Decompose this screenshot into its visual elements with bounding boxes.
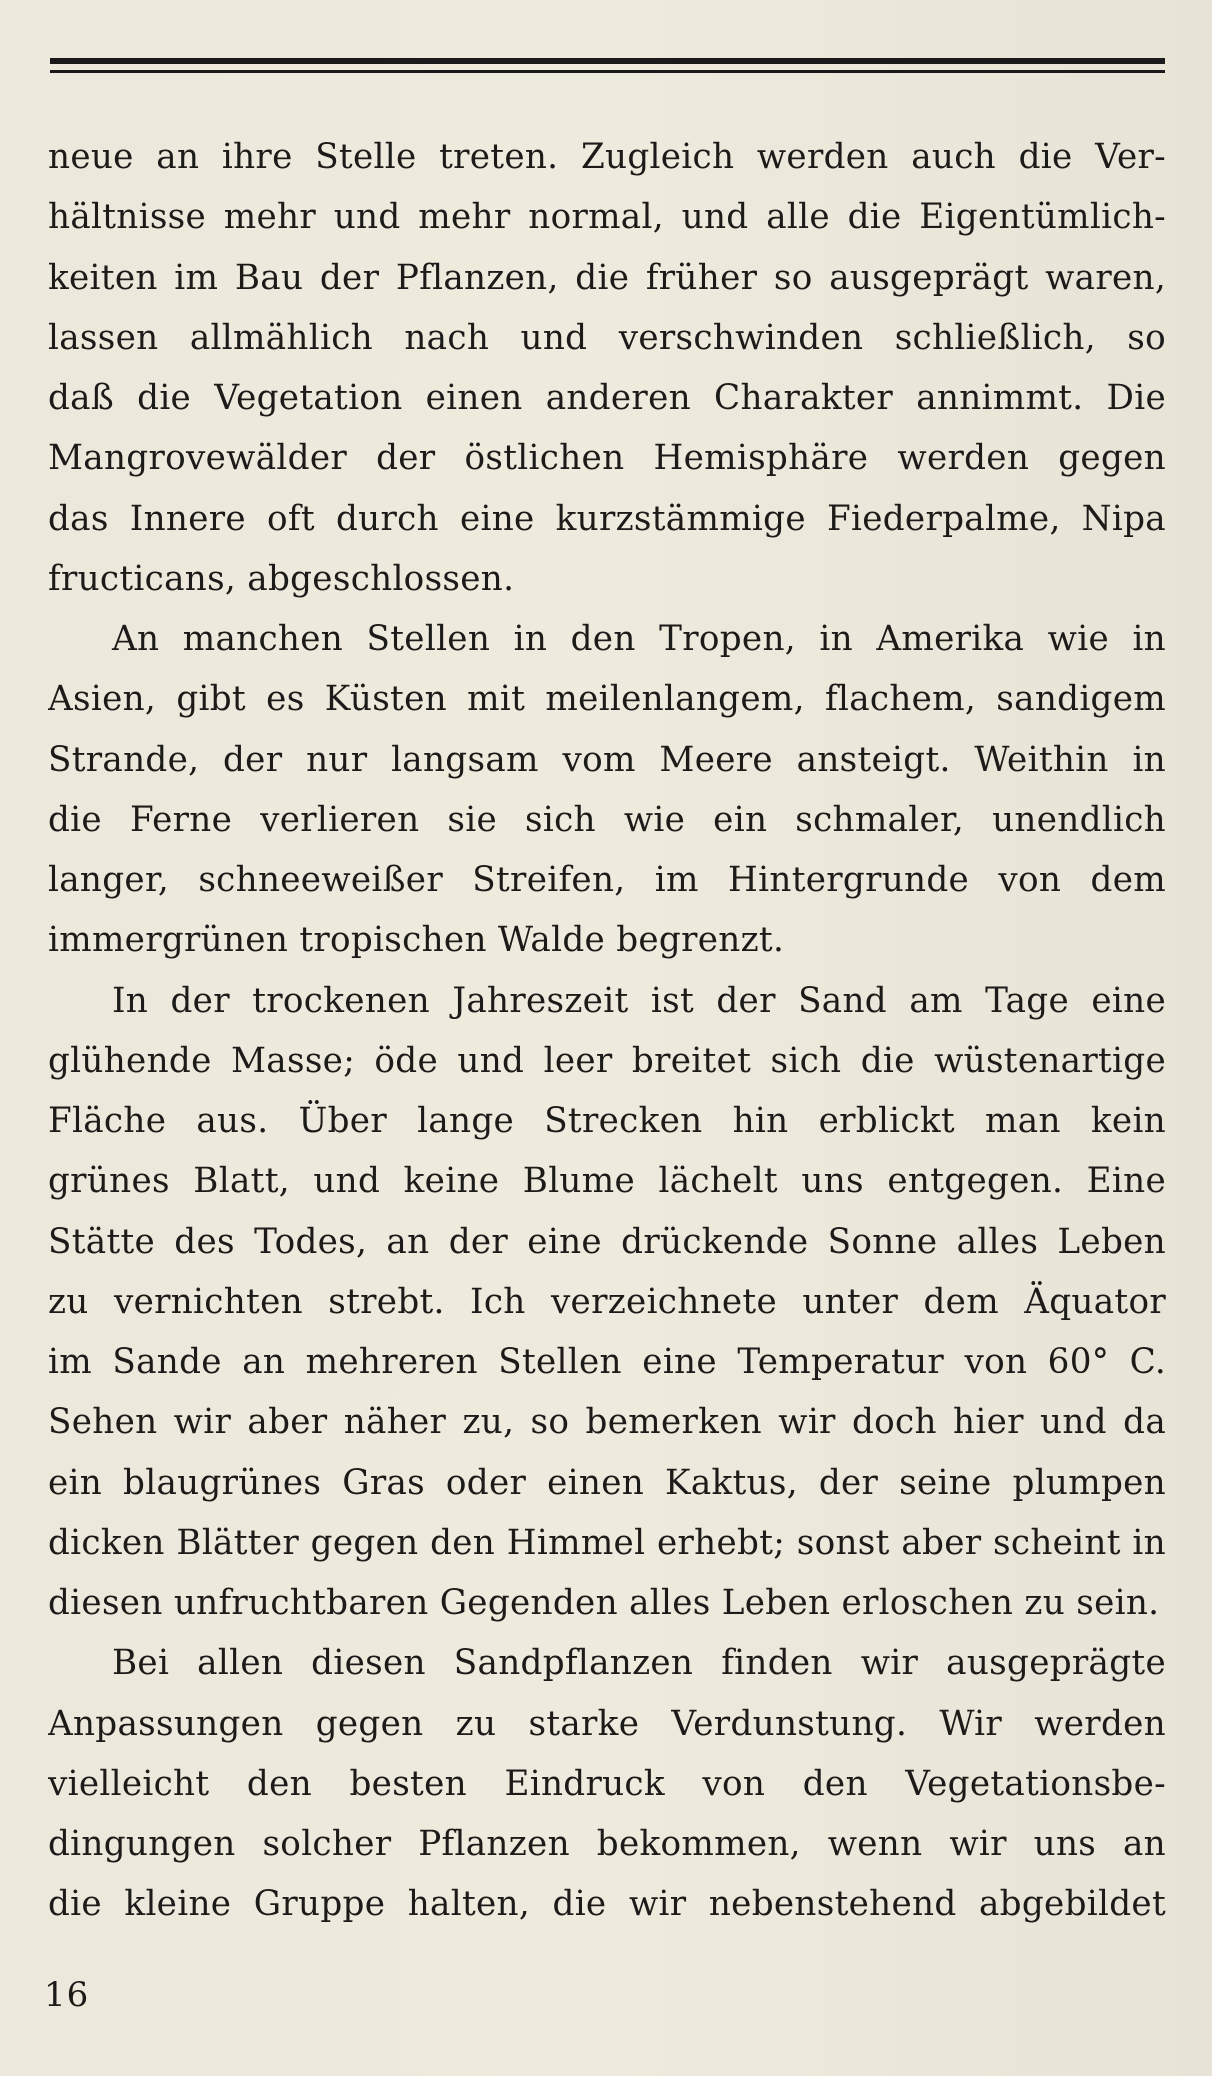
text-line: Sehen wir aber näher zu, so bemerken wir doch hier und da <box>48 1402 1166 1443</box>
text-line: Mangrovewälder der östlichen Hemisphäre werden gegen <box>48 438 1166 479</box>
text-line: das Innere oft durch eine kurzstämmige Fiederpalme, Nipa <box>48 498 1166 539</box>
text-line: langer, schneeweißer Streifen, im Hintergrunde von dem <box>48 860 1166 900</box>
text-line: glühende Masse; öde und leer breitet sich die wüstenartige <box>48 1040 1166 1081</box>
text-line: Strande, der nur langsam vom Meere ansteigt. Weithin in <box>48 739 1166 780</box>
body-text <box>48 127 1166 1935</box>
text-line: dicken Blätter gegen den Himmel erhebt; sonst aber scheint in <box>48 1522 1166 1563</box>
text-line: neue an ihre Stelle treten. Zugleich werden auch die Ver- <box>48 137 1166 177</box>
text-line: keiten im Bau der Pflanzen, die früher so ausgeprägt waren, <box>48 257 1166 298</box>
text-line: zu vernichten strebt. Ich verzeichnete unter dem Äquator <box>48 1281 1166 1322</box>
text-line: dingungen solcher Pflanzen bekommen, wenn wir uns an <box>48 1824 1166 1864</box>
text-line: grünes Blatt, und keine Blume lächelt uns entgegen. Eine <box>48 1161 1166 1202</box>
text-line: lassen allmählich nach und verschwinden schließlich, so <box>48 317 1166 358</box>
paragraph-3 <box>48 971 1166 1634</box>
text-line: Fläche aus. Über lange Strecken hin erblickt man kein <box>48 1101 1166 1141</box>
text-line: im Sande an mehreren Stellen eine Temperatur von 60° C. <box>48 1342 1166 1382</box>
header-rule-thick <box>50 58 1165 64</box>
paragraph-4 <box>48 1633 1166 1934</box>
text-line: Bei allen diesen Sandpflanzen finden wir ausgeprägte <box>112 1643 1166 1684</box>
text-line: immergrünen tropischen Walde begrenzt. <box>48 920 785 961</box>
text-line: ein blaugrünes Gras oder einen Kaktus, der seine plumpen <box>48 1462 1166 1503</box>
paragraph-2 <box>48 609 1166 971</box>
text-line: die kleine Gruppe halten, die wir nebenstehend abgebildet <box>48 1884 1166 1925</box>
text-line: diesen unfruchtbaren Gegenden alles Leben erloschen zu sein. <box>48 1583 1160 1623</box>
text-line: Asien, gibt es Küsten mit meilenlangem, flachem, sandigem <box>48 679 1166 720</box>
text-line: In der trockenen Jahreszeit ist der Sand am Tage eine <box>112 980 1166 1021</box>
text-line: Stätte des Todes, an der eine drückende Sonne alles Leben <box>48 1221 1166 1262</box>
text-line: die Ferne verlieren sie sich wie ein schmaler, unendlich <box>48 799 1166 840</box>
text-line: Anpassungen gegen zu starke Verdunstung. Wir werden <box>48 1703 1166 1744</box>
text-line: An manchen Stellen in den Tropen, in Amerika wie in <box>112 619 1166 659</box>
text-line: daß die Vegetation einen anderen Charakter annimmt. Die <box>48 378 1166 418</box>
text-line: vielleicht den besten Eindruck von den Vegetationsbe- <box>48 1763 1166 1804</box>
text-line: hältnisse mehr und mehr normal, und alle die Eigentümlich- <box>48 197 1166 238</box>
page-number: 16 <box>44 1975 90 2015</box>
paragraph-1 <box>48 127 1166 609</box>
header-rule-thin <box>50 70 1165 73</box>
text-line: fructicans, abgeschlossen. <box>48 558 515 599</box>
